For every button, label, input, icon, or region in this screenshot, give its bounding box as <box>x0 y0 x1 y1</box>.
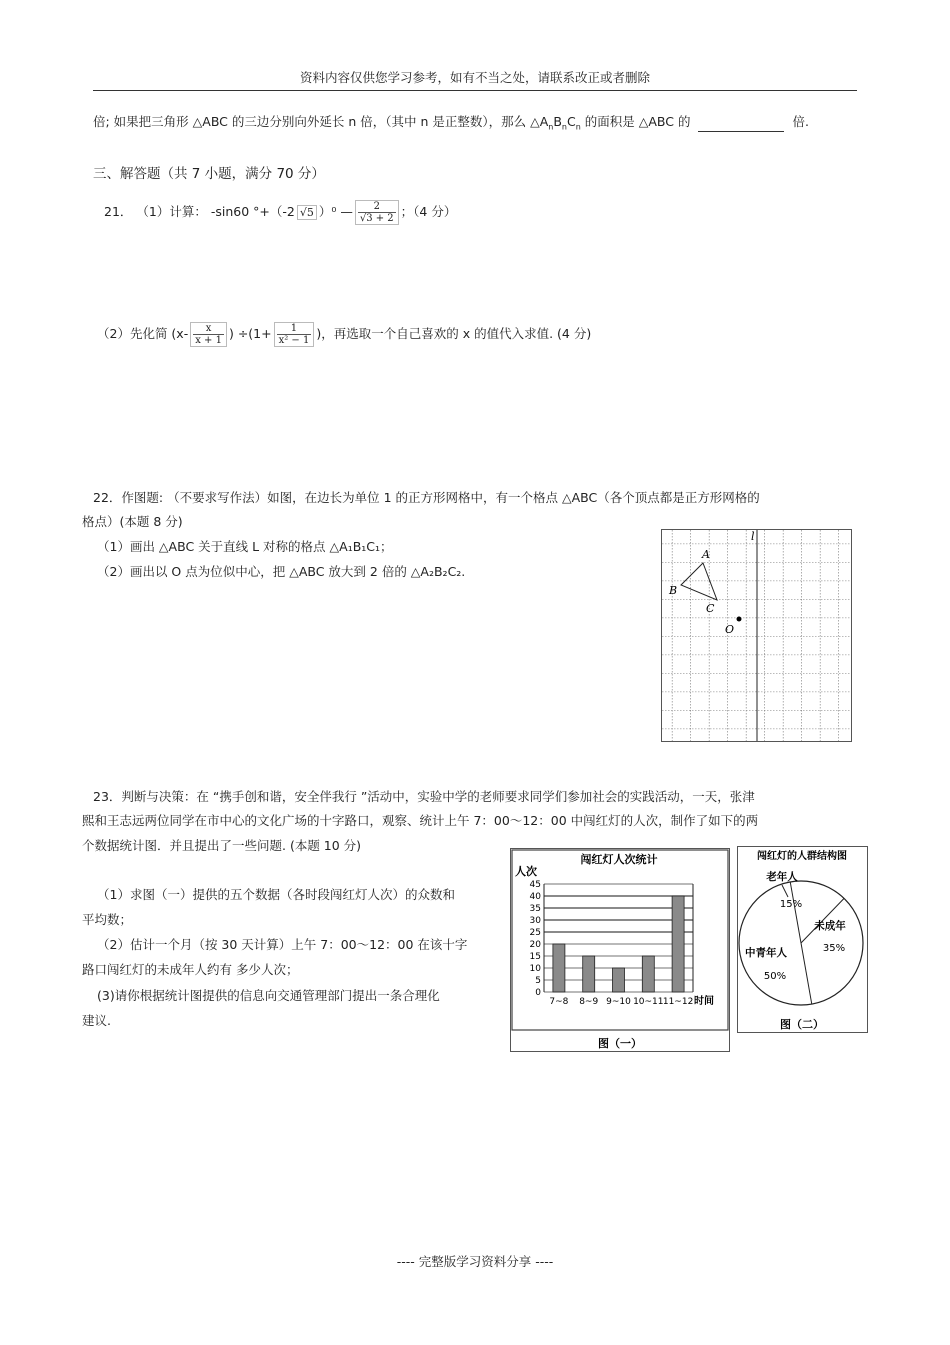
q20-sub-n3: n <box>575 122 581 132</box>
pie-slice-label: 未成年 <box>814 920 846 932</box>
fraction-3 <box>274 322 315 347</box>
x-tick-label: 8~9 <box>579 997 599 1007</box>
q23-item2b: 路口闯红灯的未成年人约有 多少人次； <box>82 962 299 977</box>
q21-p1-mid: ）⁰ — <box>318 204 353 219</box>
q21-p2-suffix: )，再选取一个自己喜欢的 x 的值代入求值. (4 分) <box>316 326 592 341</box>
q22-item1: （1）画出 △ABC 关于直线 L 对称的格点 △A₁B₁C₁； <box>97 539 393 554</box>
y-tick-label: 20 <box>529 940 541 950</box>
q22-item2: （2）画出以 O 点为位似中心，把 △ABC 放大到 2 倍的 △A₂B₂C₂. <box>97 564 466 579</box>
label-a: A <box>702 548 710 561</box>
triangle-abc <box>681 563 717 600</box>
chart-caption: 图（一） <box>598 1037 642 1050</box>
q20-sub-n1: n <box>548 122 554 132</box>
q23-item3b: 建议. <box>82 1013 111 1028</box>
y-tick-label: 40 <box>529 892 541 902</box>
pie-caption: 图（二） <box>780 1018 824 1031</box>
q23-item2a: （2）估计一个月（按 30 天计算）上午 7：00～12：00 在该十字 <box>97 937 468 952</box>
q21-part1 <box>104 200 456 225</box>
pie-slice-label: 老年人 <box>766 871 798 883</box>
pie-chart-svg <box>738 847 867 1032</box>
pie-title: 闯红灯的人群结构图 <box>757 851 847 862</box>
page-header: 资料内容仅供您学习参考，如有不当之处，请联系改正或者删除 <box>299 70 650 85</box>
bar <box>583 956 595 992</box>
section-title: 三、解答题（共 7 小题，满分 70 分） <box>93 166 325 182</box>
q20-middle: 的面积是 △ABC 的 <box>580 114 691 129</box>
q21-p1-prefix: （1）计算： -sin60 °+（-2 <box>136 204 295 219</box>
y-tick-label: 45 <box>529 880 541 890</box>
frac3-num: 1 <box>277 323 312 335</box>
label-b: B <box>669 584 678 597</box>
y-tick-label: 35 <box>529 904 541 914</box>
x-tick-label: 10~11 <box>633 997 664 1007</box>
bar <box>672 896 684 992</box>
frac1-num: 2 <box>358 201 396 213</box>
bar <box>613 968 625 992</box>
frac3-den: x² − 1 <box>278 335 310 346</box>
label-l: l <box>751 530 755 543</box>
bar <box>553 944 565 992</box>
q23-line2: 熙和王志远两位同学在市中心的文化广场的十字路口，观察、统计上午 7：00～12：00 中闯红灯的人次，制作了如下的两 <box>82 813 759 828</box>
q20-prefix: 倍; 如果把三角形 △ABC 的三边分别向外延长 n 倍，（其中 n 是正整数），那么 △A <box>93 114 549 129</box>
q21-part2 <box>97 322 591 347</box>
bar-chart-figure <box>510 848 730 1052</box>
q21-p1-suffix: ；（4 分） <box>400 204 457 219</box>
pie-slice-percent: 50% <box>763 971 787 982</box>
q21-p2-prefix: （2）先化简 (x- <box>97 326 189 341</box>
q23-line3: 个数据统计图．并且提出了一些问题. (本题 10 分) <box>82 838 362 853</box>
frac1-den: √3 + 2 <box>359 213 394 224</box>
y-tick-label: 5 <box>535 976 541 986</box>
y-tick-label: 25 <box>529 928 541 938</box>
header-divider <box>93 90 857 91</box>
q22-line2: 格点）(本题 8 分) <box>82 514 183 529</box>
grid-svg <box>662 530 851 741</box>
x-tick-label: 7~8 <box>549 997 569 1007</box>
q21-number: 21． <box>104 204 133 219</box>
y-axis-label: 人次 <box>515 865 537 878</box>
q22-line1: 22．作图题: （不要求写作法）如图，在边长为单位 1 的正方形网格中，有一个格点 △ABC（各个顶点都是正方形网格的 <box>93 490 760 505</box>
q20-tail-line <box>93 112 809 132</box>
point-o <box>737 617 742 622</box>
fraction-1 <box>355 200 399 225</box>
q23-item1b: 平均数； <box>82 912 133 927</box>
q23-line1: 23．判断与决策：在 “携手创和谐，安全伴我行 ”活动中，实验中学的老师要求同学们参加社会的实践活动，一天，张津 <box>93 789 755 804</box>
q23-item3a: (3)请你根据统计图提供的信息向交通管理部门提出一条合理化 <box>97 988 440 1003</box>
pie-slice-label: 中青年人 <box>745 947 787 959</box>
x-tick-label: 11~12 <box>662 997 694 1007</box>
q21-p2-mid: ) ÷(1+ <box>228 326 272 341</box>
pie-slice-percent: 15% <box>779 899 803 910</box>
pie-slice-percent: 35% <box>822 943 846 954</box>
bar-chart-svg <box>511 849 729 1051</box>
frac2-den: x + 1 <box>195 335 222 346</box>
y-tick-label: 0 <box>535 988 541 998</box>
pie-chart-figure <box>737 846 868 1033</box>
x-tick-label: 9~10 <box>606 997 631 1007</box>
y-tick-label: 10 <box>529 964 541 974</box>
q20-sub-n2: n <box>561 122 567 132</box>
label-o: O <box>725 623 735 636</box>
x-axis-label: 时间 <box>694 996 714 1007</box>
answer-blank[interactable] <box>698 119 784 132</box>
chart-title: 闯红灯人次统计 <box>580 853 658 866</box>
y-tick-label: 30 <box>529 916 541 926</box>
q23-item1a: （1）求图（一）提供的五个数据（各时段闯红灯人次）的众数和 <box>97 887 455 902</box>
grid-figure <box>661 529 852 742</box>
page-footer: ---- 完整版学习资料分享 ---- <box>396 1254 554 1269</box>
q20-suffix: 倍. <box>792 114 809 129</box>
fraction-2 <box>190 322 227 347</box>
y-tick-label: 15 <box>529 952 541 962</box>
frac2-num: x <box>193 323 224 335</box>
sqrt5-formula: √5 <box>297 205 317 220</box>
q20-b: B <box>553 114 562 129</box>
label-c: C <box>706 602 715 615</box>
q20-c: C <box>567 114 576 129</box>
bar <box>642 956 654 992</box>
